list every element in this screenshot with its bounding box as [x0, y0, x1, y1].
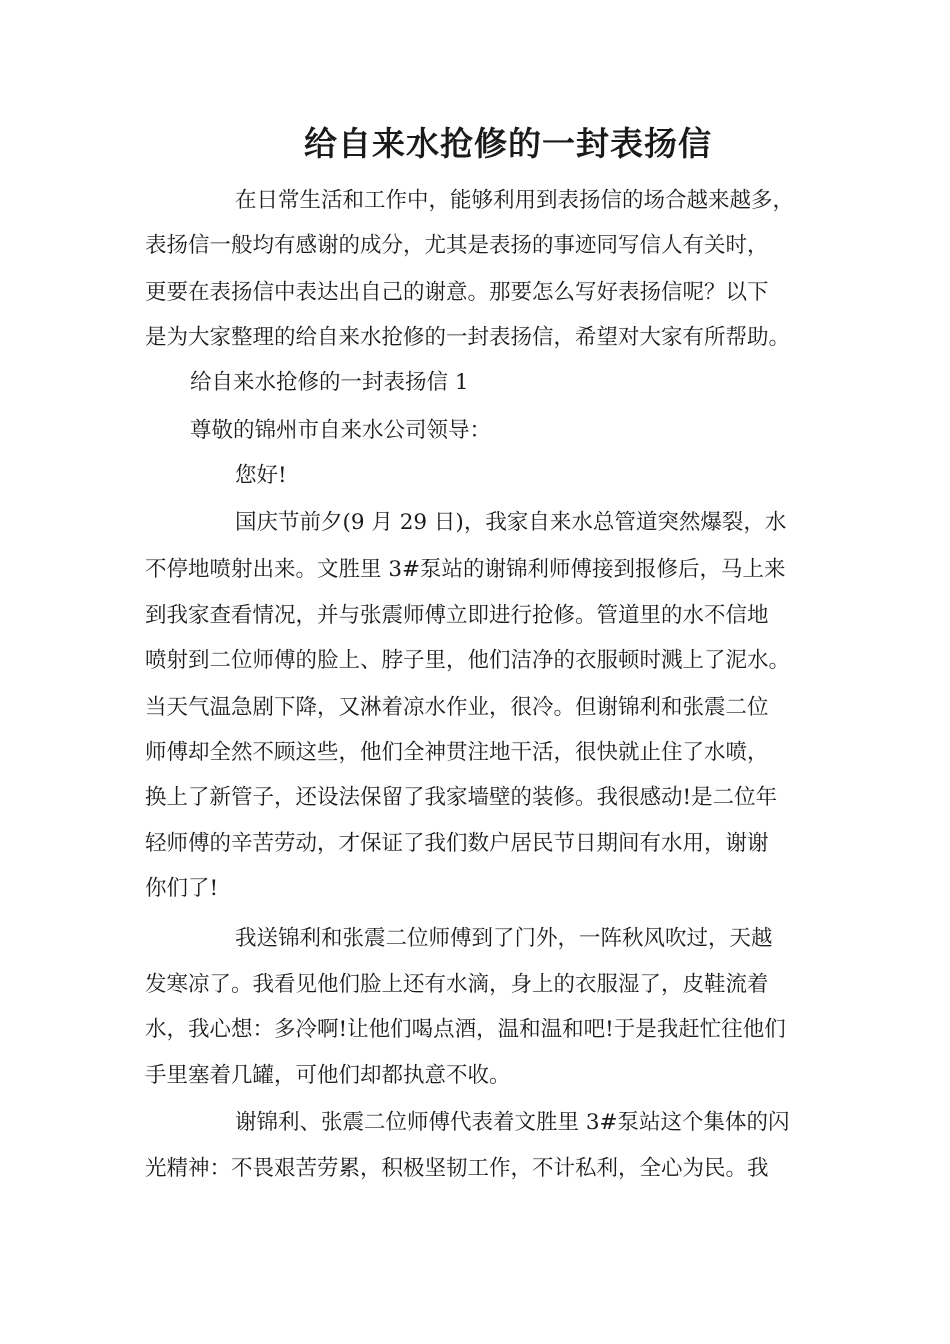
document-title: 给自来水抢修的一封表扬信	[304, 124, 712, 163]
body-para2-line-2: 发寒凉了。我看见他们脸上还有水滴，身上的衣服湿了，皮鞋流着	[145, 972, 769, 997]
body-para1-line-6: 师傅却全然不顾这些，他们全神贯注地干活，很快就止住了水喷，	[145, 740, 769, 765]
intro-line-4: 是为大家整理的给自来水抢修的一封表扬信，希望对大家有所帮助。	[145, 325, 791, 350]
greeting: 您好!	[235, 463, 287, 488]
body-para1-line-9: 你们了!	[145, 876, 219, 901]
body-para1-line-8: 轻师傅的辛苦劳动，才保证了我们数户居民节日期间有水用，谢谢	[145, 831, 769, 856]
body-para1-line-2: 不停地喷射出来。文胜里 3#泵站的谢锦利师傅接到报修后，马上来	[145, 557, 786, 582]
intro-line-3: 更要在表扬信中表达出自己的谢意。那要怎么写好表扬信呢？以下	[145, 280, 769, 305]
body-para3-line-1: 谢锦利、张震二位师傅代表着文胜里 3#泵站这个集体的闪	[235, 1110, 790, 1135]
body-para2-line-3: 水，我心想：多冷啊!让他们喝点酒，温和温和吧!于是我赶忙往他们	[145, 1017, 786, 1042]
body-para2-line-1: 我送锦利和张震二位师傅到了门外，一阵秋风吹过，天越	[235, 926, 773, 951]
body-para1-line-4: 喷射到二位师傅的脸上、脖子里，他们洁净的衣服顿时溅上了泥水。	[145, 648, 791, 673]
body-para1-line-1: 国庆节前夕(9 月 29 日)，我家自来水总管道突然爆裂，水	[235, 510, 787, 535]
body-para2-line-4: 手里塞着几罐，可他们却都执意不收。	[145, 1063, 511, 1088]
body-para1-line-3: 到我家查看情况，并与张震师傅立即进行抢修。管道里的水不信地	[145, 603, 769, 628]
letter-heading: 给自来水抢修的一封表扬信 1	[190, 370, 469, 395]
intro-line-2: 表扬信一般均有感谢的成分，尤其是表扬的事迹同写信人有关时，	[145, 233, 769, 258]
body-para1-line-7: 换上了新管子，还设法保留了我家墙壁的装修。我很感动!是二位年	[145, 785, 778, 810]
salutation: 尊敬的锦州市自来水公司领导：	[190, 418, 492, 443]
intro-line-1: 在日常生活和工作中，能够利用到表扬信的场合越来越多，	[235, 188, 795, 213]
body-para1-line-5: 当天气温急剧下降，又淋着凉水作业，很冷。但谢锦利和张震二位	[145, 695, 769, 720]
body-para3-line-2: 光精神：不畏艰苦劳累，积极坚韧工作，不计私利，全心为民。我	[145, 1156, 769, 1181]
